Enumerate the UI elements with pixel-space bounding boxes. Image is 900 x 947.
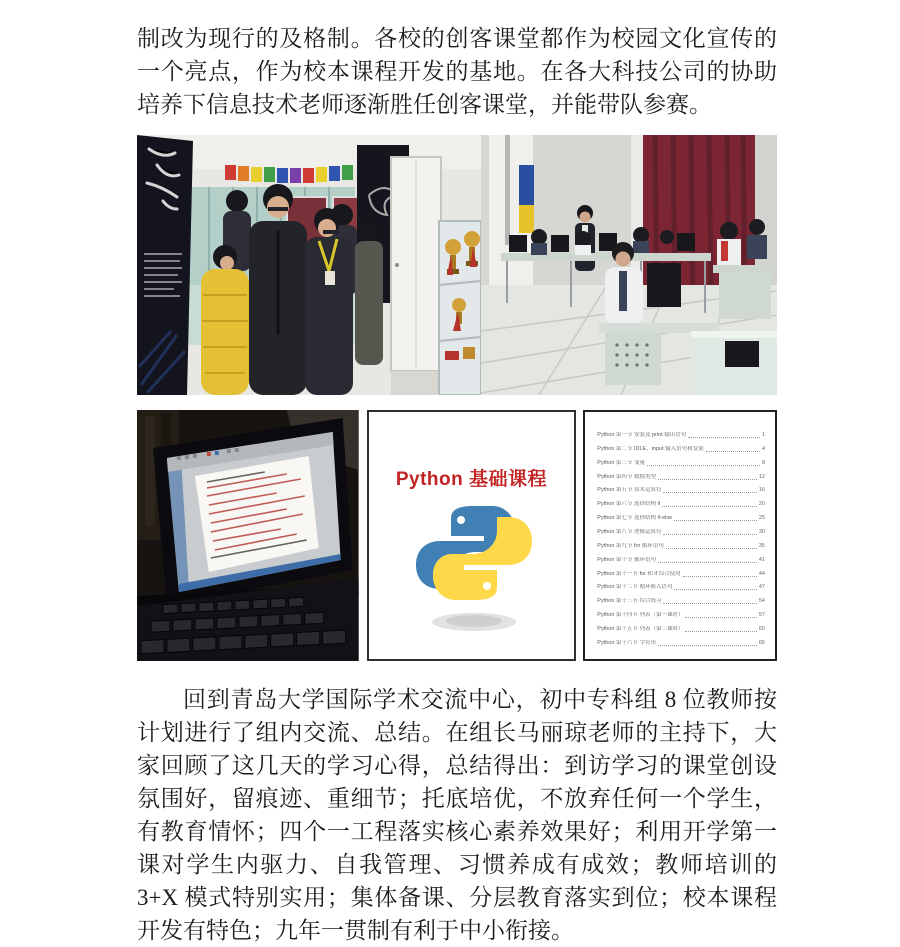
laptop-document-photo: [137, 410, 359, 661]
toc-entry-label: Python 第六节 选择结构 if: [597, 501, 661, 508]
toc-entry-page: 4: [761, 445, 765, 452]
toc-entry: [597, 446, 765, 453]
toc-entry: [597, 571, 765, 578]
toc-entry-page: 44: [758, 570, 765, 577]
toc-entry: [597, 501, 765, 508]
toc-leader: [663, 603, 756, 604]
photo-row-1: [137, 135, 777, 395]
toc-page: [583, 410, 777, 661]
photo-row-2: [137, 410, 777, 661]
toc-entry: [597, 543, 765, 550]
toc-entry-page: 57: [758, 612, 765, 619]
toc-entry-page: 60: [758, 626, 765, 633]
toc-entry-label: Python 第八节 逻辑运算符: [597, 529, 662, 536]
toc-entry: [597, 529, 765, 536]
toc-entry-label: Python 第十四节 列表（第一课时）: [597, 612, 684, 619]
toc-entry-label: Python 第二节 IDLE，input 输入语句和变量: [597, 445, 704, 452]
toc-entry-page: 30: [758, 529, 765, 536]
toc-entry: [597, 557, 765, 564]
toc-entry-label: Python 第十一节 for 和 if 综合使用: [597, 570, 681, 577]
toc-entry-label: Python 第五节 算术运算符: [597, 487, 662, 494]
glasses-icon: [268, 207, 288, 211]
toc-entry-page: 47: [758, 584, 765, 591]
toc-entry-label: Python 第三节 变量: [597, 459, 645, 466]
python-course-cover: [367, 410, 577, 661]
toc-entry-page: 41: [758, 556, 765, 563]
toc-leader: [688, 437, 760, 438]
toc-entry-label: Python 第四节 数据类型: [597, 473, 656, 480]
toc-entry-page: 35: [758, 542, 765, 549]
toc-entry: [597, 598, 765, 605]
toc-entry: [597, 432, 765, 439]
door-handle: [395, 263, 399, 267]
exhibit-visit-photo: [137, 135, 481, 395]
toc-leader: [658, 479, 757, 480]
toc-entry-label: Python 第十二节 循环嵌入语句: [597, 584, 673, 591]
wall-poster: [519, 165, 534, 205]
toc-entry-page: 16: [758, 487, 765, 494]
toc-leader: [685, 631, 756, 632]
python-logo-icon: [404, 496, 544, 646]
toc-leader: [647, 465, 760, 466]
toc-entry-page: 25: [758, 515, 765, 522]
toc-leader: [658, 562, 757, 563]
toc-leader: [674, 589, 756, 590]
toc-leader: [674, 520, 757, 521]
toc-entry-label: Python 第一节 安装及 print 输出语句: [597, 432, 687, 438]
toc-entry-label: Python 第九节 for 循环语句: [597, 542, 664, 549]
toc-entry-page: 54: [758, 598, 765, 605]
toc-entry: [597, 640, 765, 647]
toc-entry: [597, 474, 765, 481]
toc-entry: [597, 612, 765, 619]
toc-entry-page: 8: [761, 459, 765, 466]
toc-entry: [597, 584, 765, 591]
toc-leader: [663, 492, 756, 493]
paragraph-top: 制改为现行的及格制。各校的创客课堂都作为校园文化宣传的一个亮点，作为校本课程开发的基地。在各大科技公司的协助培养下信息技术老师逐渐胜任创客课堂，并能带队参赛。: [137, 26, 777, 117]
toc-entry-label: Python 第十五节 列表（第二课时）: [597, 626, 684, 633]
toc-leader: [706, 451, 760, 452]
toc-leader: [658, 645, 757, 646]
toc-entry: [597, 460, 765, 467]
toc-leader: [683, 576, 757, 577]
toc-entry-label: Python 第十六节 字符串: [597, 639, 656, 646]
toc-entry-page: 12: [758, 473, 765, 480]
toc-leader: [666, 548, 757, 549]
toc-entry: [597, 626, 765, 633]
computer-classroom-photo: [481, 135, 777, 395]
toc-entry-label: Python 第十三节 综合练习: [597, 598, 662, 605]
trophy-case: [439, 221, 481, 395]
paragraph-bottom: 回到青岛大学国际学术交流中心，初中专科组 8 位教师按计划进行了组内交流、总结。在组长马丽琼老师的主持下，大家回顾了这几天的学习心得，总结得出：到访学习的课堂创设氛围好，留痕迹、重细节；托底培优，不放弃任何一个学生，有教育情怀；四个一工程落实核心素养效果好；利用开学第一课对学生内驱力、自我管理、习惯养成有成效；教师培训的 3+X 模式特别实用；集体备课、分层教育落实到位；校本课程开发有特色；九年一贯制有利于中小衔接。: [137, 687, 777, 943]
toc-entry: [597, 515, 765, 522]
toc-entry-page: 20: [758, 501, 765, 508]
toc-entry-label: Python 第七节 选择结构 if-else: [597, 515, 673, 522]
toc-leader: [685, 617, 756, 618]
toc-entry-label: Python 第十节 循环语句: [597, 556, 656, 563]
toc-entry-page: 1: [761, 432, 765, 438]
toc-leader: [662, 506, 757, 507]
toc-leader: [663, 534, 756, 535]
toc-entry: [597, 487, 765, 494]
toc-entry-page: 65: [758, 639, 765, 646]
python-course-title: Python 基础课程: [395, 469, 548, 490]
